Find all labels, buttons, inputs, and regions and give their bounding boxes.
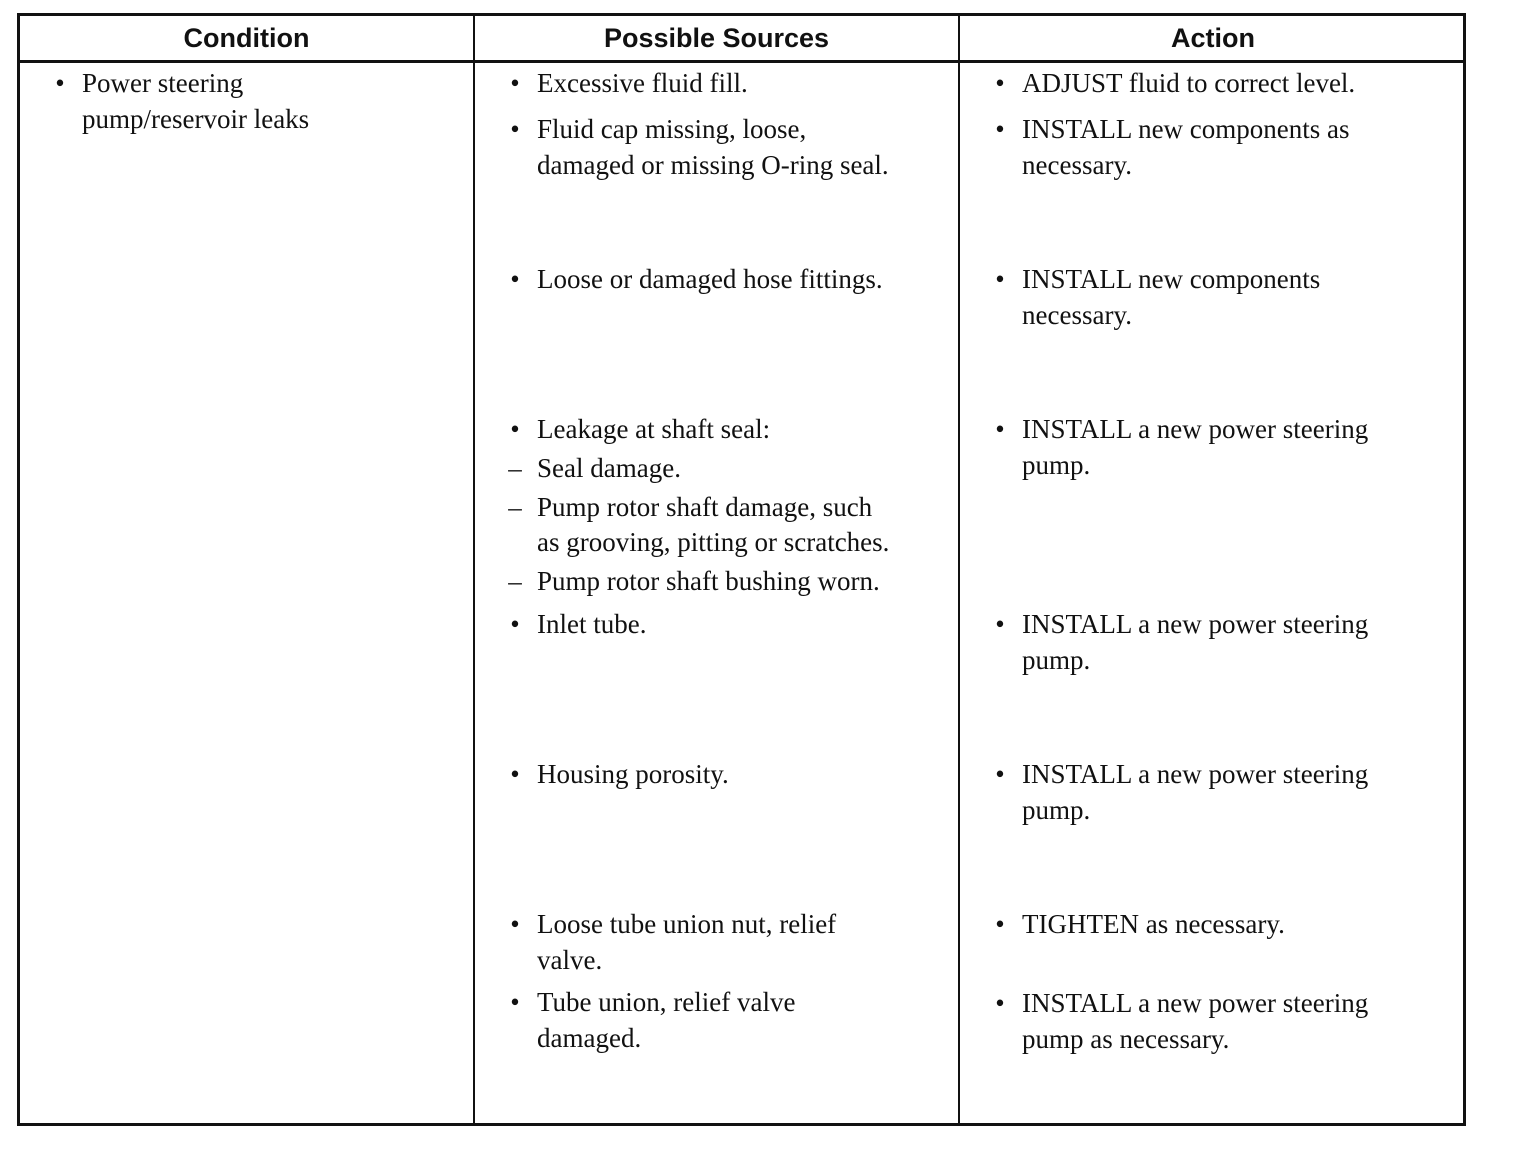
source-line: Loose or damaged hose fittings. [537, 264, 883, 294]
action-line: pump as necessary. [1022, 1024, 1230, 1054]
bullet: • [995, 414, 1005, 444]
action-line: necessary. [1022, 150, 1132, 180]
bullet: • [510, 414, 520, 444]
bullet: • [510, 264, 520, 294]
dash: – [508, 566, 522, 596]
bullet: • [995, 759, 1005, 789]
action-line: INSTALL a new power steering [1022, 988, 1369, 1018]
bullet: • [995, 609, 1005, 639]
action-line: INSTALL a new power steering [1022, 414, 1369, 444]
header-action: Action [1171, 23, 1255, 53]
action-line: pump. [1022, 450, 1091, 480]
bullet: • [510, 987, 520, 1017]
header-condition: Condition [183, 23, 310, 53]
troubleshooting-table [17, 13, 1466, 1126]
action-line: INSTALL new components as [1022, 114, 1350, 144]
source-line: damaged. [537, 1023, 642, 1053]
column-divider [958, 16, 960, 1123]
bullet: • [995, 988, 1005, 1018]
dash: – [508, 453, 522, 483]
bullet: • [510, 114, 520, 144]
condition-line: pump/reservoir leaks [82, 104, 310, 134]
source-line: as grooving, pitting or scratches. [537, 527, 890, 557]
source-line: Fluid cap missing, loose, [537, 114, 807, 144]
bullet: • [995, 114, 1005, 144]
source-line: damaged or missing O-ring seal. [537, 150, 889, 180]
source-line: Seal damage. [537, 453, 681, 483]
action-line: pump. [1022, 645, 1091, 675]
bullet: • [995, 909, 1005, 939]
bullet: • [55, 68, 65, 98]
action-line: TIGHTEN as necessary. [1022, 909, 1285, 939]
action-line: ADJUST fluid to correct level. [1022, 68, 1356, 98]
source-line: Loose tube union nut, relief [537, 909, 837, 939]
bullet: • [995, 264, 1005, 294]
header-possible-sources: Possible Sources [603, 23, 830, 53]
action-line: necessary. [1022, 300, 1132, 330]
source-line: Housing porosity. [537, 759, 729, 789]
bullet: • [995, 68, 1005, 98]
source-line: valve. [537, 945, 603, 975]
bullet: • [510, 68, 520, 98]
source-line: Excessive fluid fill. [537, 68, 748, 98]
source-line: Pump rotor shaft damage, such [537, 492, 873, 522]
source-line: Leakage at shaft seal: [537, 414, 771, 444]
bullet: • [510, 609, 520, 639]
source-line: Tube union, relief valve [537, 987, 796, 1017]
action-line: INSTALL a new power steering [1022, 609, 1369, 639]
bullet: • [510, 909, 520, 939]
action-line: INSTALL new components [1022, 264, 1321, 294]
dash: – [508, 492, 522, 522]
source-line: Pump rotor shaft bushing worn. [537, 566, 880, 596]
condition-line: Power steering [82, 68, 244, 98]
bullet: • [510, 759, 520, 789]
action-line: pump. [1022, 795, 1091, 825]
source-line: Inlet tube. [537, 609, 647, 639]
column-divider [473, 16, 475, 1123]
header-divider [20, 60, 1463, 63]
action-line: INSTALL a new power steering [1022, 759, 1369, 789]
